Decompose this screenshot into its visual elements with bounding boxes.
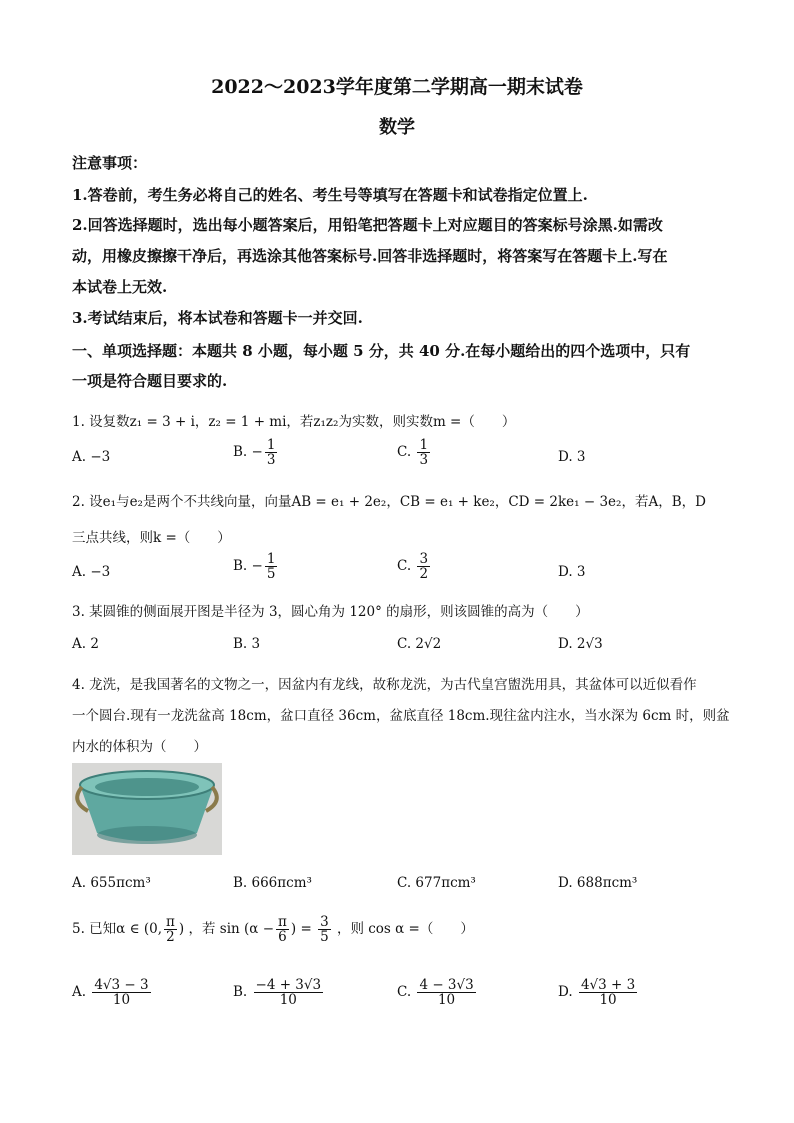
fraction: $\frac{\pi}{2}$	[166, 914, 175, 946]
question-3-option-a: A. 2	[72, 636, 99, 652]
question-3-option-d: D. 2√3	[558, 636, 603, 652]
question-4-option-b: B. 666πcm³	[233, 875, 312, 891]
question-5-option-b: B. $\frac{-4 + 3√3}{10}$	[233, 977, 322, 1009]
dragon-basin-photo	[72, 763, 222, 855]
section-heading-line-2: 一项是符合题目要求的.	[72, 372, 228, 390]
bowl-base	[97, 826, 197, 844]
question-1-option-c: C. $\frac{1}{3}$	[397, 437, 429, 469]
fraction: $\frac{4√3 - 3}{10}$	[94, 977, 149, 1009]
question-4-option-c: C. 677πcm³	[397, 875, 476, 891]
fraction: $\frac{-4 + 3√3}{10}$	[255, 977, 322, 1009]
section-heading-line-1: 一、单项选择题：本题共 8 小题，每小题 5 分，共 40 分.在每小题给出的四个选项中，只有	[72, 342, 691, 360]
fraction: $\frac{3}{5}$	[320, 914, 329, 946]
bowl-interior	[95, 778, 199, 796]
question-3-option-c: C. 2√2	[397, 636, 442, 652]
question-1-stem: 1. 设复数z₁ = 3 + i，z₂ = 1 + mi，若z₁z₂为实数，则实数m =（ ）	[72, 414, 516, 430]
question-1-option-d: D. 3	[558, 449, 586, 465]
question-2-option-a: A. −3	[72, 564, 111, 580]
fraction: $\frac{4√3 + 3}{10}$	[580, 977, 636, 1009]
subject-title: 数学	[379, 117, 415, 138]
question-2-option-b: B. − $\frac{1}{5}$	[233, 551, 276, 583]
fraction: $\frac{1}{5}$	[266, 551, 276, 583]
question-5-stem: 5. 已知α ∈ (0, $\frac{\pi}{2}$ ) ，若 sin (α − $\frac{\pi}{6}$ ) = $\frac{3}{5}$ ，则 cos α =（ ）	[72, 914, 474, 946]
question-4-option-a: A. 655πcm³	[72, 875, 151, 891]
question-4-stem-line-2: 一个圆台.现有一龙洗盆高 18cm，盆口直径 36cm，盆底直径 18cm.现往盆内注水，当水深为 6cm 时，则盆	[72, 708, 730, 724]
question-5-option-a: A. $\frac{4√3 - 3}{10}$	[72, 977, 149, 1009]
note-1: 1.答卷前，考生务必将自己的姓名、考生号等填写在答题卡和试卷指定位置上.	[72, 186, 588, 204]
question-1-option-b: B. − $\frac{1}{3}$	[233, 437, 276, 469]
question-5-option-c: C. $\frac{4 - 3√3}{10}$	[397, 977, 474, 1009]
question-1-option-a: A. −3	[72, 449, 111, 465]
fraction: $\frac{\pi}{6}$	[278, 914, 287, 946]
notes-heading: 注意事项：	[72, 154, 148, 172]
fraction: $\frac{3}{2}$	[419, 551, 429, 583]
question-4-option-d: D. 688πcm³	[558, 875, 638, 891]
fraction: $\frac{4 - 3√3}{10}$	[419, 977, 474, 1009]
question-2-option-d: D. 3	[558, 564, 586, 580]
question-4-stem-line-3: 内水的体积为（ ）	[72, 739, 207, 755]
note-2-line-2: 动，用橡皮擦擦干净后，再选涂其他答案标号.回答非选择题时，将答案写在答题卡上.写在	[72, 247, 668, 265]
question-2-stem-line-2: 三点共线，则k =（ ）	[72, 530, 231, 546]
question-5-option-d: D. $\frac{4√3 + 3}{10}$	[558, 977, 636, 1009]
fraction: $\frac{1}{3}$	[266, 437, 276, 469]
note-2-line-1: 2.回答选择题时，选出每小题答案后，用铅笔把答题卡上对应题目的答案标号涂黑.如需改	[72, 216, 663, 234]
question-4-stem-line-1: 4. 龙洗，是我国著名的文物之一，因盆内有龙线，故称龙洗，为古代皇宫盥洗用具，其盆体可以近似看作	[72, 677, 697, 693]
question-2-stem-line-1: 2. 设e₁与e₂是两个不共线向量，向量AB = e₁ + 2e₂，CB = e₁ + ke₂，CD = 2ke₁ − 3e₂，若A，B，D	[72, 494, 706, 510]
note-3: 3.考试结束后，将本试卷和答题卡一并交回.	[72, 309, 363, 327]
question-3-option-b: B. 3	[233, 636, 261, 652]
exam-title: 2022～2023学年度第二学期高一期末试卷	[211, 76, 583, 98]
question-2-option-c: C. $\frac{3}{2}$	[397, 551, 429, 583]
fraction: $\frac{1}{3}$	[419, 437, 429, 469]
note-2-line-3: 本试卷上无效.	[72, 278, 168, 296]
question-3-stem: 3. 某圆锥的侧面展开图是半径为 3，圆心角为 120° 的扇形，则该圆锥的高为（ ）	[72, 604, 589, 620]
